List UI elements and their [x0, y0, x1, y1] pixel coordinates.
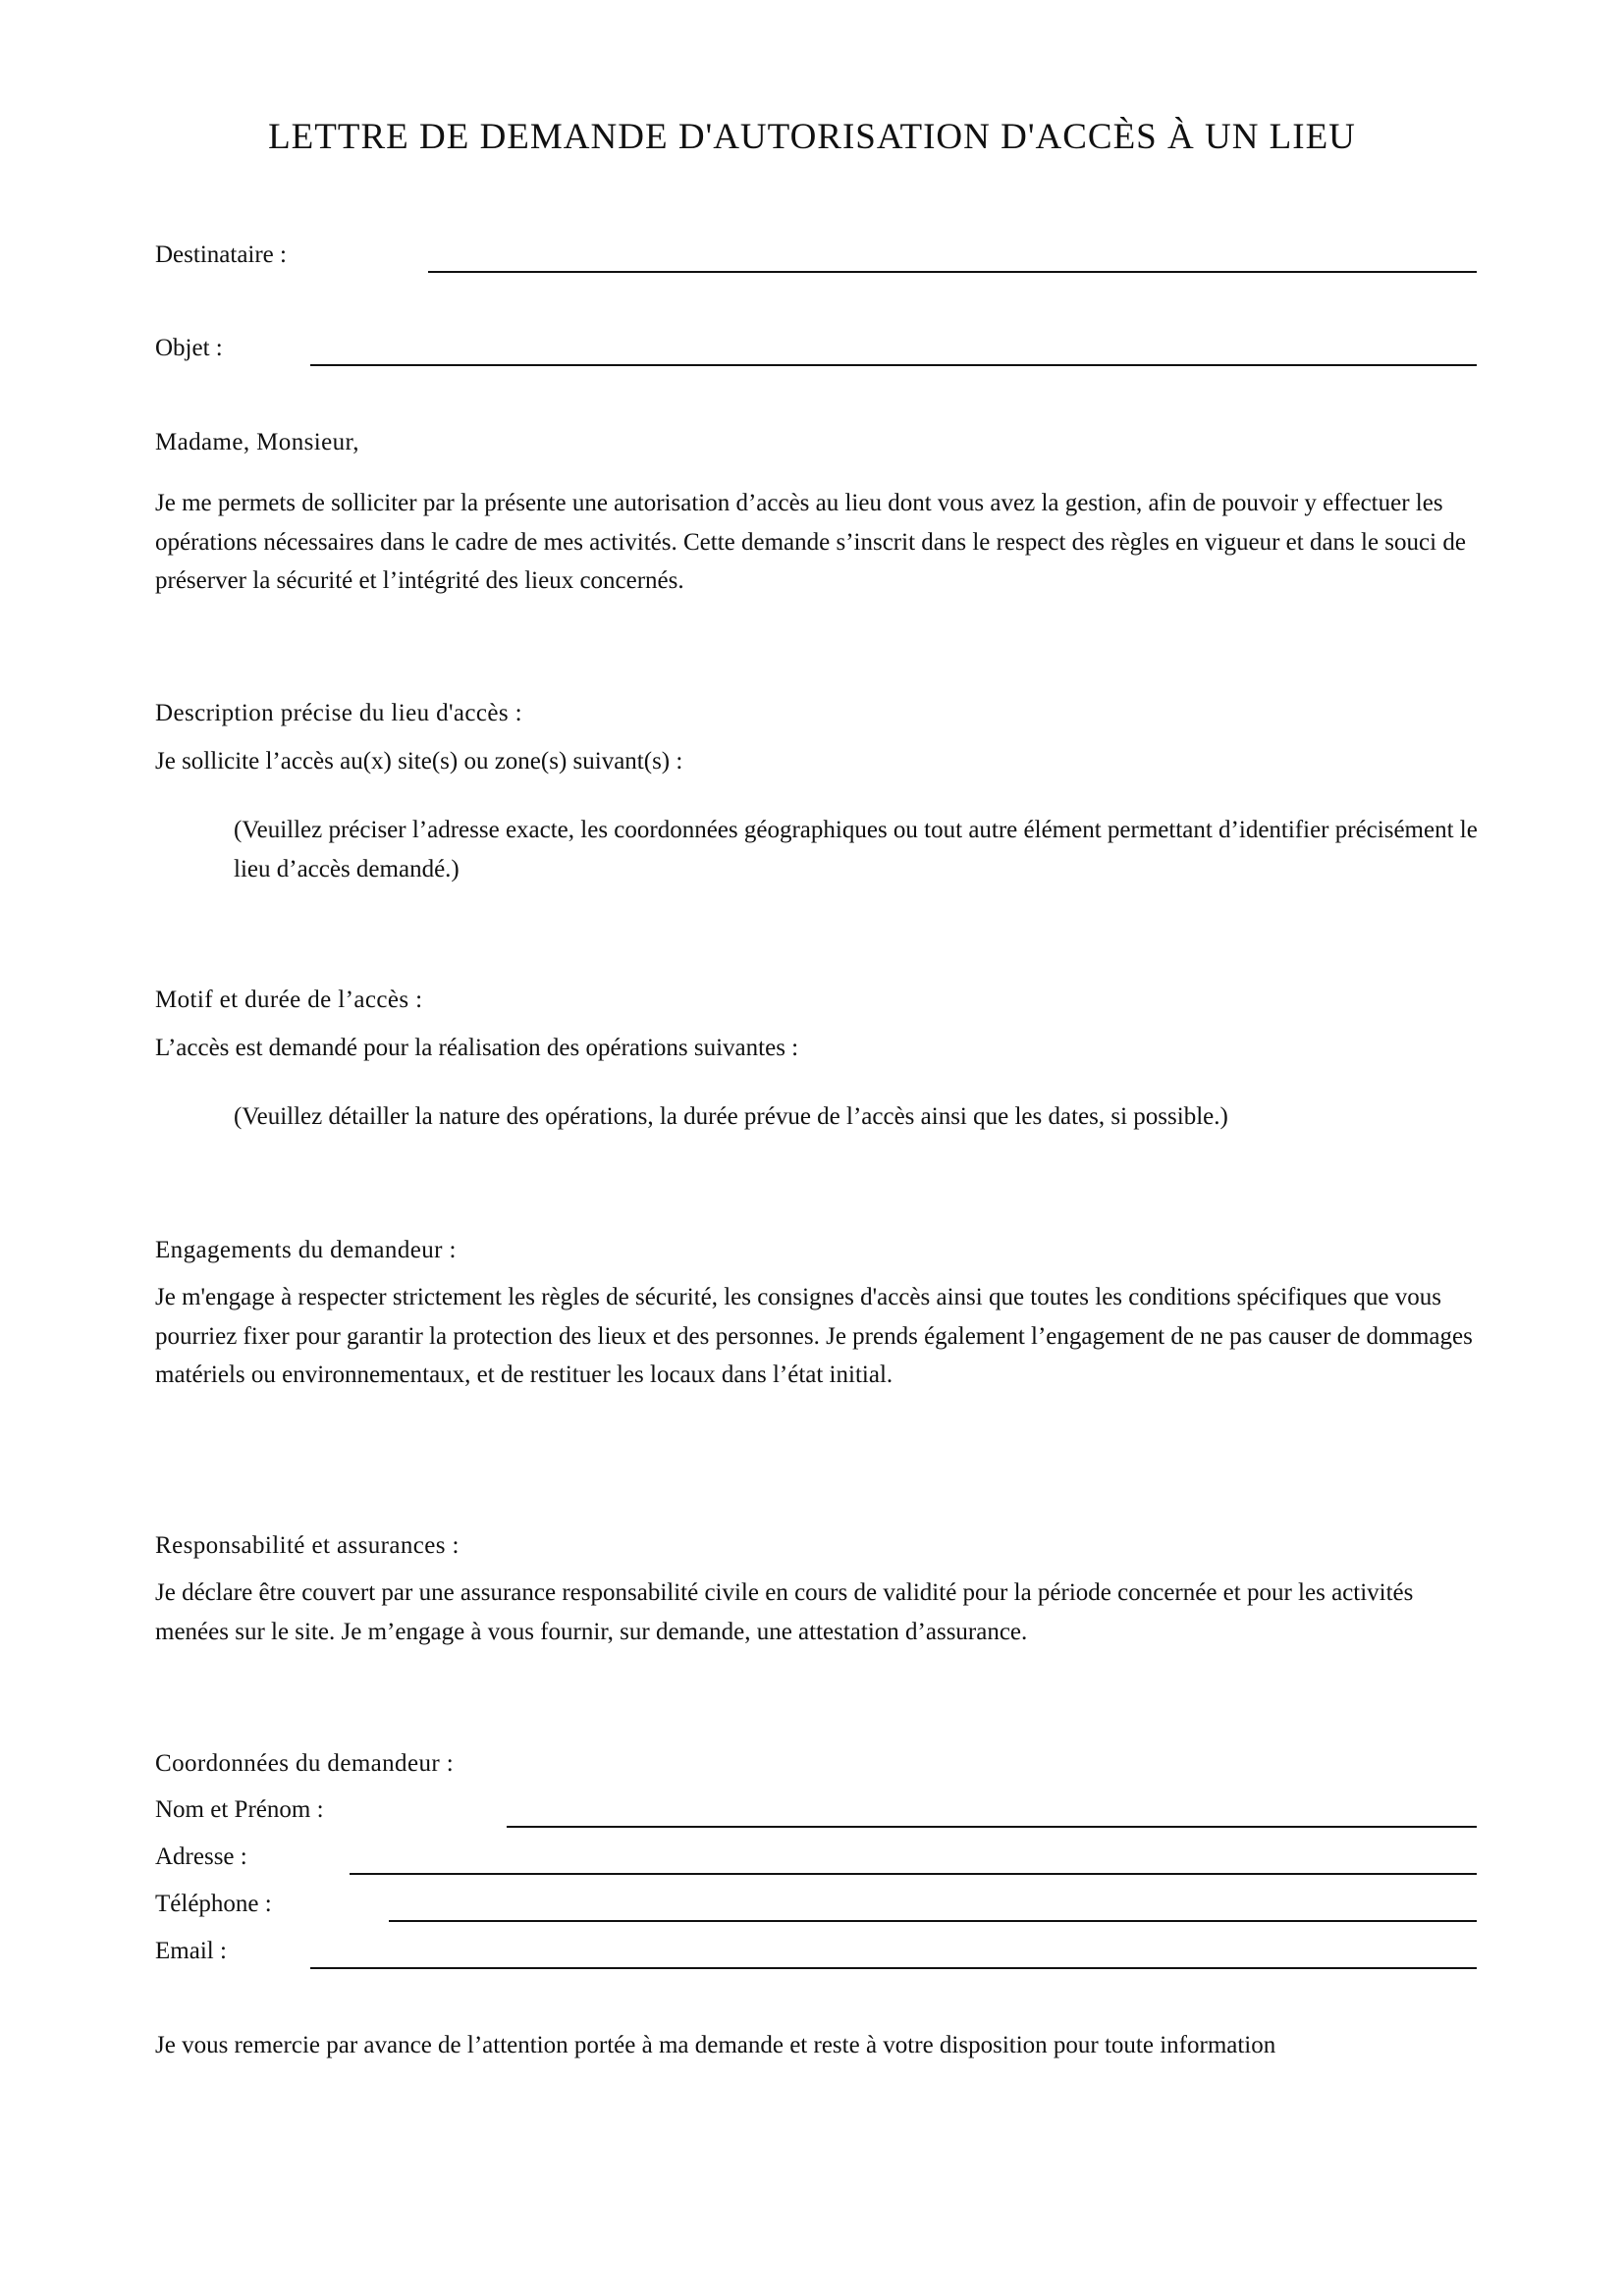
- adresse-line[interactable]: [350, 1873, 1477, 1875]
- lieu-hint: (Veuillez préciser l’adresse exacte, les coordonnées géographiques ou tout autre élément permettant d’identifier précisément le lieu d’accès demandé.): [234, 817, 1478, 882]
- closing-paragraph: Je vous remercie par avance de l’attention portée à ma demande et reste à votre disposition pour toute information: [155, 2032, 1276, 2058]
- intro-paragraph: Je me permets de solliciter par la présente une autorisation d’accès au lieu dont vous avez la gestion, afin de pouvoir y effectuer les opérations nécessaires dans le cadre de mes activités. Cette demande s’inscrit dans le respect des règles en vigueur et dans le souci de préserver la sécurité et l’intégrité des lieux concernés.: [155, 490, 1466, 594]
- lieu-text: Je sollicite l’accès au(x) site(s) ou zone(s) suivant(s) :: [155, 748, 683, 774]
- nom-label: Nom et Prénom :: [155, 1796, 324, 1823]
- nom-field: [155, 1792, 1477, 1832]
- lieu-heading: Description précise du lieu d'accès :: [155, 700, 523, 726]
- nom-line[interactable]: [507, 1826, 1477, 1828]
- objet-label: Objet :: [155, 335, 223, 361]
- motif-hint: (Veuillez détailler la nature des opérations, la durée prévue de l’accès ainsi que les dates, si possible.): [234, 1103, 1228, 1130]
- objet-line[interactable]: [310, 364, 1477, 366]
- email-field: [155, 1934, 1477, 1973]
- telephone-label: Téléphone :: [155, 1891, 272, 1917]
- salutation: Madame, Monsieur,: [155, 429, 359, 455]
- assurances-heading: Responsabilité et assurances :: [155, 1532, 460, 1559]
- coordonnees-heading: Coordonnées du demandeur :: [155, 1750, 455, 1777]
- engagements-heading: Engagements du demandeur :: [155, 1237, 457, 1263]
- assurances-text: Je déclare être couvert par une assurance responsabilité civile en cours de validité pour la période concernée et pour les activités menées sur le site. Je m’engage à vous fournir, sur demande, une attestation d’assurance.: [155, 1579, 1414, 1645]
- objet-field: [155, 331, 1477, 370]
- motif-heading: Motif et durée de l’accès :: [155, 987, 423, 1013]
- email-line[interactable]: [310, 1967, 1477, 1969]
- motif-text: L’accès est demandé pour la réalisation des opérations suivantes :: [155, 1035, 799, 1061]
- adresse-field: [155, 1840, 1477, 1879]
- adresse-label: Adresse :: [155, 1843, 247, 1870]
- destinataire-line[interactable]: [428, 271, 1477, 273]
- engagements-text: Je m'engage à respecter strictement les règles de sécurité, les consignes d'accès ainsi que toutes les conditions spécifiques que vous pourriez fixer pour garantir la protection des lieux et des personnes. Je prends également l’engagement de ne pas causer de dommages matériels ou environnementaux, et de restituer les locaux dans l’état initial.: [155, 1284, 1473, 1388]
- document-title: LETTRE DE DEMANDE D'AUTORISATION D'ACCÈS À UN LIEU: [268, 117, 1356, 157]
- email-label: Email :: [155, 1938, 227, 1964]
- telephone-field: [155, 1887, 1477, 1926]
- destinataire-field: [155, 238, 1477, 277]
- destinataire-label: Destinataire :: [155, 241, 287, 268]
- telephone-line[interactable]: [389, 1920, 1477, 1922]
